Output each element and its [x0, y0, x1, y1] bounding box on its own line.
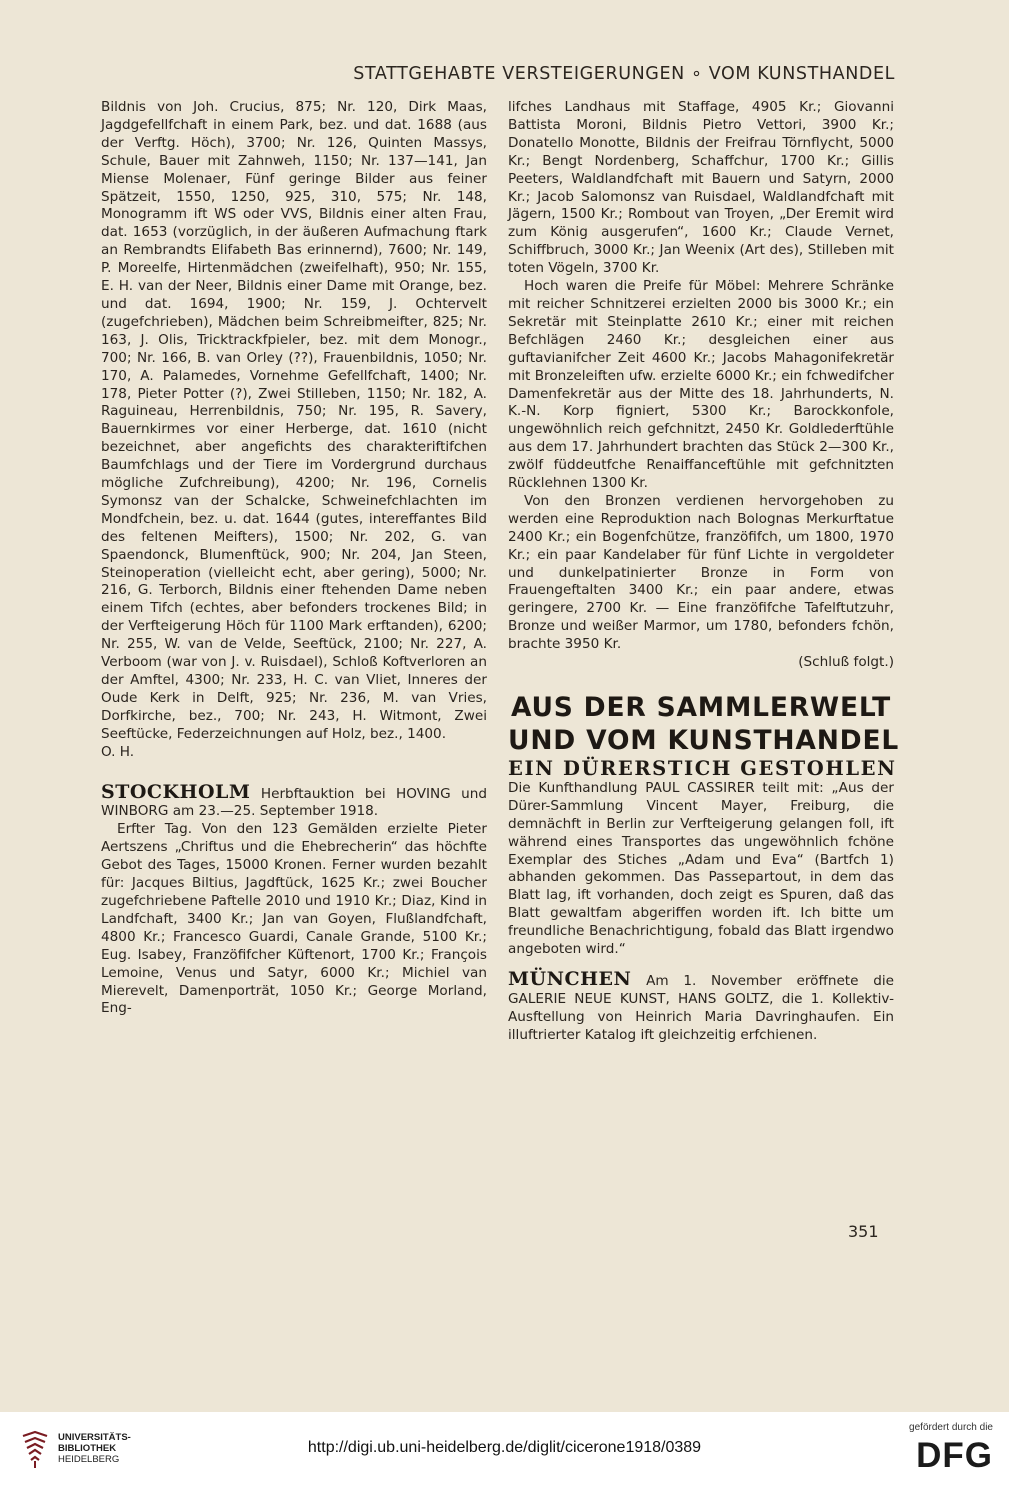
- durer-paragraph: Die Kunfthandlung PAUL CASSIRER teilt mit: „Aus der Dürer-Sammlung Vincent Mayer, Freiburg, die demnächft in Berlin zur Verfteigerung gelangen foll, ift während eines Transportes das ungewöhnlich fchöne Exemplar des Stiches „Adam und Eva“ (Bartfch 1) abhanden gekommen. Das Passepartout, in dem das Blatt lag, ift vorhanden, doch zeigt es Spuren, daß das Blatt gewaltfam abgeriffen worden ift. Ich bitte um freundliche Benachrichtigung, fobald das Blatt irgendwo angeboten wird.“: [508, 779, 894, 958]
- munchen-paragraph: [508, 967, 894, 1045]
- stockholm-paragraph: [101, 780, 487, 822]
- article-subheading: EIN DÜRERSTICH GESTOHLEN: [508, 757, 897, 780]
- running-header: STATTGEHABTE VERSTEIGERUNGEN ∘ VOM KUNSTHANDEL: [353, 64, 895, 84]
- left-column: [101, 99, 487, 1018]
- furniture-paragraph: Hoch waren die Preife für Möbel: Mehrere Schränke mit reicher Schnitzerei erzielten 2000 bis 3000 Kr.; ein Sekretär mit Steinplatte 2610 Kr.; einer mit reichen Befchlägen 2460 Kr.; desgleichen einer aus guftavianifcher Zeit 4600 Kr.; Jacobs Mahagonifekretär mit Bronzeleiften ufw. erzielte 6000 Kr.; ein fchwedifcher Damenfekretär aus der Mitte des 18. Jahrhunderts, N. K.-N. Korp figniert, 5300 Kr.; Barockkonfole, ungewöhnlich reich gefchnitzt, 2450 Kr. Goldlederftühle aus dem 17. Jahrhundert brachten das Stück 2—300 Kr., zwölf füddeutfche Renaiffanceftühle mit gefchnitzten Rücklehnen 1300 Kr.: [508, 278, 894, 492]
- author-signature: O. H.: [101, 743, 135, 760]
- funded-by-text: gefördert durch die: [909, 1422, 993, 1433]
- page-number: 351: [848, 1222, 879, 1241]
- paintings-continued-paragraph: lifches Landhaus mit Staffage, 4905 Kr.; Giovanni Battista Moroni, Bildnis Pietro Vettori, 3900 Kr.; Donatello Monotte, Bildnis der Freifrau Törnflycht, 5000 Kr.; Bengt Nordenberg, Schaffchur, 1700 Kr.; Gillis Peeters, Waldlandfchaft mit Bauern und Satyrn, 2000 Kr.; Jacob Salomonsz van Ruisdael, Waldlandfchaft mit Jägern, 1500 Kr.; Rombout van Troyen, „Der Eremit wird zum König ausgerufen“, 1600 Kr.; Claude Vernet, Schiffbruch, 3000 Kr.; Jan Weenix (Art des), Stilleben mit toten Vögeln, 3700 Kr.: [508, 99, 894, 277]
- section-title-line-2: UND VOM KUNSTHANDEL: [508, 725, 900, 756]
- source-url-link[interactable]: http://digi.ub.uni-heidelberg.de/diglit/cicerone1918/0389: [307, 1439, 702, 1456]
- footer-bar: [0, 1412, 1009, 1486]
- first-day-paragraph: Erfter Tag. Von den 123 Gemälden erzielte Pieter Aertszens „Chriftus und die Ehebrecherin“ das höchfte Gebot des Tages, 15000 Kronen. Ferner wurden bezahlt für: Jacques Biltius, Jagdftück, 1625 Kr.; zwei Boucher zugefchriebene Paftelle 2010 und 1910 Kr.; Diaz, Kind in Landfchaft, 3400 Kr.; Jan van Goyen, Flußlandfchaft, 4800 Kr.; Francesco Guardi, Canale Grande, 5100 Kr.; Eug. Isabey, Franzöfifcher Küftenort, 1700 Kr.; François Lemoine, Venus und Satyr, 6000 Kr.; Michiel van Mierevelt, Damenporträt, 1050 Kr.; George Morland, Eng-: [101, 821, 487, 1017]
- munchen-heading: MÜNCHEN: [508, 967, 632, 990]
- library-name-line-3: HEIDELBERG: [58, 1454, 120, 1465]
- right-column: [508, 99, 900, 1045]
- stockholm-intro: Herbftauktion bei HOVING und WINBORG am 23.—25. September 1918.: [101, 785, 487, 820]
- library-name-line-1: UNIVERSITÄTS-: [58, 1432, 131, 1443]
- bronzes-paragraph: Von den Bronzen verdienen hervorgehoben zu werden eine Reproduktion nach Bolognas Merkurftatue 2400 Kr.; ein Bogenfchütze, franzöfifch, um 1800, 1970 Kr.; ein paar Kandelaber für fünf Lichte in vergoldeter und dunkelpatinierter Bronze in Form von Frauengeftalten 3400 Kr.; ein paar andere, etwas geringere, 2700 Kr. — Eine franzöfifche Tafelftutzuhr, Bronze und weißer Marmor, um 1780, befonders fchön, brachte 3950 Kr.: [508, 492, 894, 653]
- library-name-line-2: BIBLIOTHEK: [58, 1443, 117, 1454]
- munchen-text: Am 1. November eröffnete die GALERIE NEUE KUNST, HANS GOLTZ, die 1. Kollektiv-Ausftellung von Heinrich Maria Davringhaufen. Ein illuftrierter Katalog ift gleichzeitig erfchienen.: [508, 972, 894, 1043]
- dfg-logo: DFG: [916, 1436, 993, 1475]
- auction-list-paragraph: Bildnis von Joh. Crucius, 875; Nr. 120, Dirk Maas, Jagdgefellfchaft in einem Park, bez. und dat. 1688 (aus der Verftg. Höch), 3700; Nr. 126, Quinten Massys, Schule, Bauer mit Zahnweh, 1150; Nr. 137—141, Jan Miense Molenaer, Fünf geringe Bilder aus feiner Spätzeit, 1550, 1250, 925, 310, 575; Nr. 148, Monogramm ift WS oder VVS, Bildnis einer alten Frau, dat. 1653 (vorzüglich, in der äußeren Aufmachung ftark an Rembrandts Elifabeth Bas erinnernd), 7600; Nr. 149, P. Moreelfe, Hirtenmädchen (zweifelhaft), 950; Nr. 155, E. H. van der Neer, Bildnis einer Dame mit Orange, bez. und dat. 1694, 1900; Nr. 159, J. Ochtervelt (zugefchrieben), Mädchen beim Schreibmeifter, 825; Nr. 163, J. Olis, Tricktrackfpieler, bez. mit dem Monogr., 700; Nr. 166, B. van Orley (??), Frauenbildnis, 1050; Nr. 170, A. Palamedes, Vornehme Gefellfchaft, 1400; Nr. 178, Pieter Potter (?), Zwei Stilleben, 1150; Nr. 182, A. Raguineau, Herrenbildnis, 750; Nr. 195, R. Savery, Bauernkirmes vor einer Herberge, dat. 1610 (nicht bezeichnet, aber angefichts des charakteriftifchen Baumfchlags und der Tiere im Vordergrund durchaus mögliche Zufchreibung), 4200; Nr. 196, Cornelis Symonsz van der Schalcke, Schweinefchlachten im Mondfchein, bez. u. dat. 1644 (gutes, intereffantes Bild des feltenen Meifters), 1500; Nr. 202, G. van Spaendonck, Blumenftück, 900; Nr. 204, Jan Steen, Steinoperation (vielleicht echt, aber gering), 5000; Nr. 216, G. Terborch, Bildnis einer ftehenden Dame neben einem Tifch (echtes, aber befonders trockenes Bild; in der Verfteigerung Höch für 1100 Mark erftanden), 6200; Nr. 255, W. van de Velde, Seeftück, 2100; Nr. 227, A. Verboom (war von J. v. Ruisdael), Schloß Koftverloren an der Amftel, 4300; Nr. 233, H. C. van Vliet, Inneres der Oude Kerk in Delft, 925; Nr. 236, M. van Vries, Dorfkirche, bez., 700; Nr. 243, H. Witmont, Zwei Seeftücke, Federzeichnungen auf Holz, bez., 1400.: [101, 99, 487, 742]
- section-title-line-1: AUS DER SAMMLERWELT: [510, 692, 892, 723]
- stockholm-heading: STOCKHOLM: [101, 780, 251, 803]
- continued-note: (Schluß folgt.): [798, 654, 894, 671]
